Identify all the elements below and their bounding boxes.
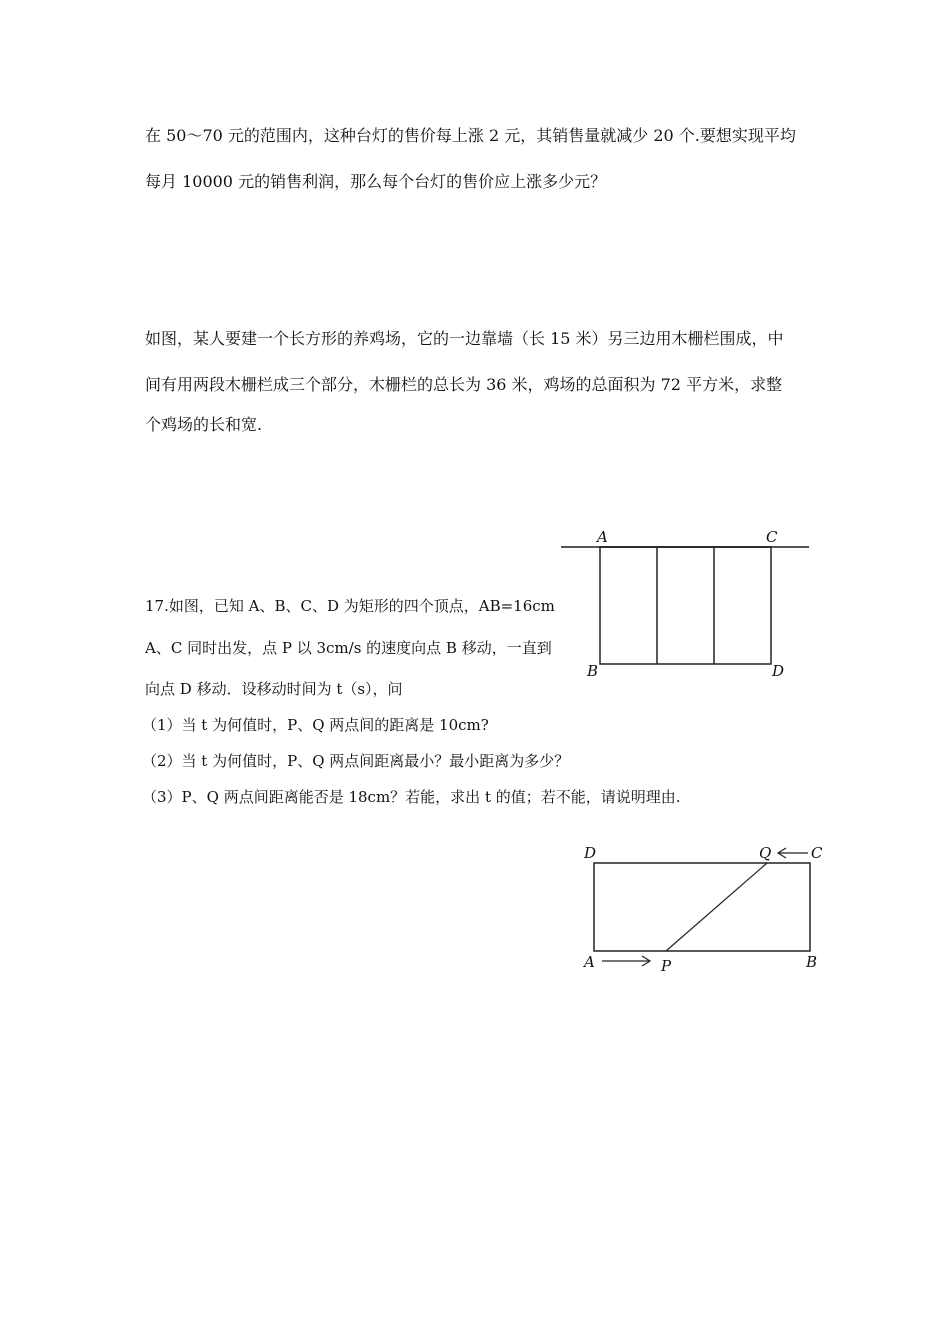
- vertex-label-b: B: [806, 953, 818, 971]
- problem-17-line-1: 17.如图，已知 A、B、C、D 为矩形的四个顶点，AB=16cm: [145, 597, 555, 615]
- vertex-label-b: B: [587, 662, 599, 680]
- problem-17-line-2: A、C 同时出发，点 P 以 3cm/s 的速度向点 B 移动，一直到: [145, 639, 552, 657]
- vertex-label-a: A: [584, 953, 595, 971]
- point-label-p: P: [661, 957, 672, 975]
- problem-17-line-3: 向点 D 移动．设移动时间为 t（s），问: [145, 680, 403, 698]
- lamp-problem-line-1: 在 50～70 元的范围内，这种台灯的售价每上涨 2 元，其销售量就减少 20 个.要想实现平均: [145, 126, 796, 145]
- lamp-problem-line-2: 每月 10000 元的销售利润，那么每个台灯的售价应上涨多少元？: [145, 172, 607, 191]
- vertex-label-c: C: [766, 528, 778, 546]
- segment-pq: [666, 863, 767, 951]
- vertex-label-a: A: [597, 528, 608, 546]
- vertex-label-d: D: [584, 844, 597, 862]
- rectangle-abcd: [594, 863, 810, 951]
- problem-17-line-2-clip: [145, 638, 561, 660]
- chicken-problem-line-3: 个鸡场的长和宽.: [145, 415, 263, 434]
- chicken-farm-figure: [555, 525, 815, 685]
- chicken-problem-line-1: 如图，某人要建一个长方形的养鸡场，它的一边靠墙（长 15 米）另三边用木栅栏围成，中: [145, 329, 784, 348]
- chicken-problem-line-2: 间有用两段木栅栏成三个部分，木栅栏的总长为 36 米，鸡场的总面积为 72 平方米，求整: [145, 375, 783, 394]
- problem-17-question-3: （3）P、Q 两点间距离能否是 18cm？若能，求出 t 的值；若不能，请说明理由.: [142, 788, 681, 806]
- problem-17-line-1-clip: [145, 596, 561, 618]
- problem-17-question-1: （1）当 t 为何值时，P、Q 两点间的距离是 10cm?: [142, 716, 489, 734]
- point-label-q: Q: [759, 844, 772, 862]
- moving-points-figure: [578, 840, 828, 975]
- farm-rectangle: [600, 547, 771, 664]
- problem-17-question-2: （2）当 t 为何值时，P、Q 两点间距离最小？最小距离为多少？: [142, 752, 570, 770]
- vertex-label-d: D: [772, 662, 785, 680]
- vertex-label-c: C: [811, 844, 823, 862]
